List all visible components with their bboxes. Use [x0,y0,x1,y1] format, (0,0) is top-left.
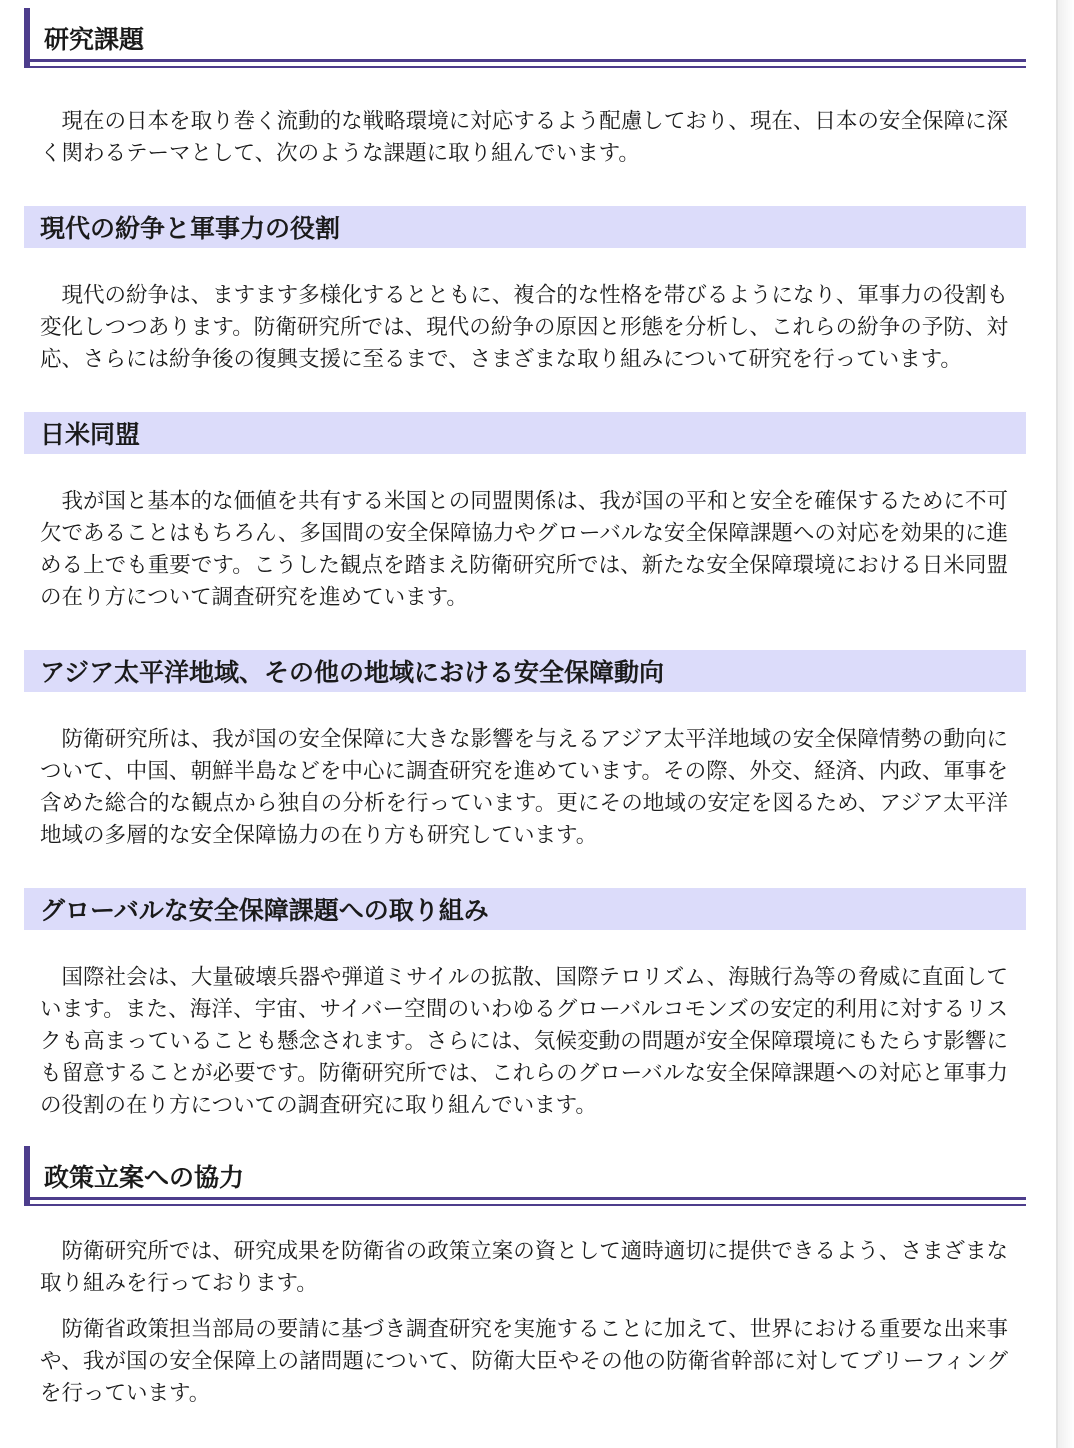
section-modern-conflict [24,206,1026,376]
section-asia-pacific-security [24,650,1026,852]
section-paragraph: 防衛研究所では、研究成果を防衛省の政策立案の資として適時適切に提供できるよう、さまざまな取り組みを行っております。 [40,1239,1008,1296]
section-research-topics [24,8,1026,170]
section-paragraph: 防衛省政策担当部局の要請に基づき調査研究を実施することに加えて、世界における重要な出来事や、我が国の安全保障上の諸問題について、防衛大臣やその他の防衛省幹部に対してブリーフィングを行っています。 [40,1317,1008,1406]
section-heading-text: 政策立案への協力 [44,1163,245,1192]
section-paragraph: 防衛研究所は、我が国の安全保障に大きな影響を与えるアジア太平洋地域の安全保障情勢の動向について、中国、朝鮮半島などを中心に調査研究を進めています。その際、外交、経済、内政、軍事を含めた総合的な観点から独自の分析を行っています。更にその地域の安定を図るため、アジア太平洋地域の多層的な安全保障協力の在り方も研究しています。 [40,727,1008,848]
section-global-security-issues [24,888,1026,1122]
section-heading: 現代の紛争と軍事力の役割 [24,206,1026,248]
section-policy-cooperation [24,1146,1026,1410]
section-paragraph: 現在の日本を取り巻く流動的な戦略環境に対応するよう配慮しており、現在、日本の安全保障に深く関わるテーマとして、次のような課題に取り組んでいます。 [40,109,1008,166]
section-paragraph: 国際社会は、大量破壊兵器や弾道ミサイルの拡散、国際テロリズム、海賊行為等の脅威に直面しています。また、海洋、宇宙、サイバー空間のいわゆるグローバルコモンズの安定的利用に対するリスクも高まっていることも懸念されます。さらには、気候変動の問題が安全保障環境にもたらす影響にも留意することが必要です。防衛研究所では、これらのグローバルな安全保障課題への対応と軍事力の役割の在り方についての調査研究に取り組んでいます。 [40,965,1008,1118]
section-paragraph: 我が国と基本的な価値を共有する米国との同盟関係は、我が国の平和と安全を確保するために不可欠であることはもちろん、多国間の安全保障協力やグローバルな安全保障課題への対応を効果的に進める上でも重要です。こうした観点を踏まえ防衛研究所では、新たな安全保障環境における日米同盟の在り方について調査研究を進めています。 [40,489,1008,610]
section-japan-us-alliance [24,412,1026,614]
main-content [24,0,1026,1410]
section-heading [24,8,1026,66]
section-heading: 日米同盟 [24,412,1026,454]
section-heading: アジア太平洋地域、その他の地域における安全保障動向 [24,650,1026,692]
page-right-shadow [1058,0,1074,1448]
section-heading [24,1146,1026,1204]
section-heading: グローバルな安全保障課題への取り組み [24,888,1026,930]
section-paragraph: 現代の紛争は、ますます多様化するとともに、複合的な性格を帯びるようになり、軍事力の役割も変化しつつあります。防衛研究所では、現代の紛争の原因と形態を分析し、これらの紛争の予防、対応、さらには紛争後の復興支援に至るまで、さまざまな取り組みについて研究を行っています。 [40,283,1008,372]
section-heading-text: 研究課題 [44,25,145,54]
